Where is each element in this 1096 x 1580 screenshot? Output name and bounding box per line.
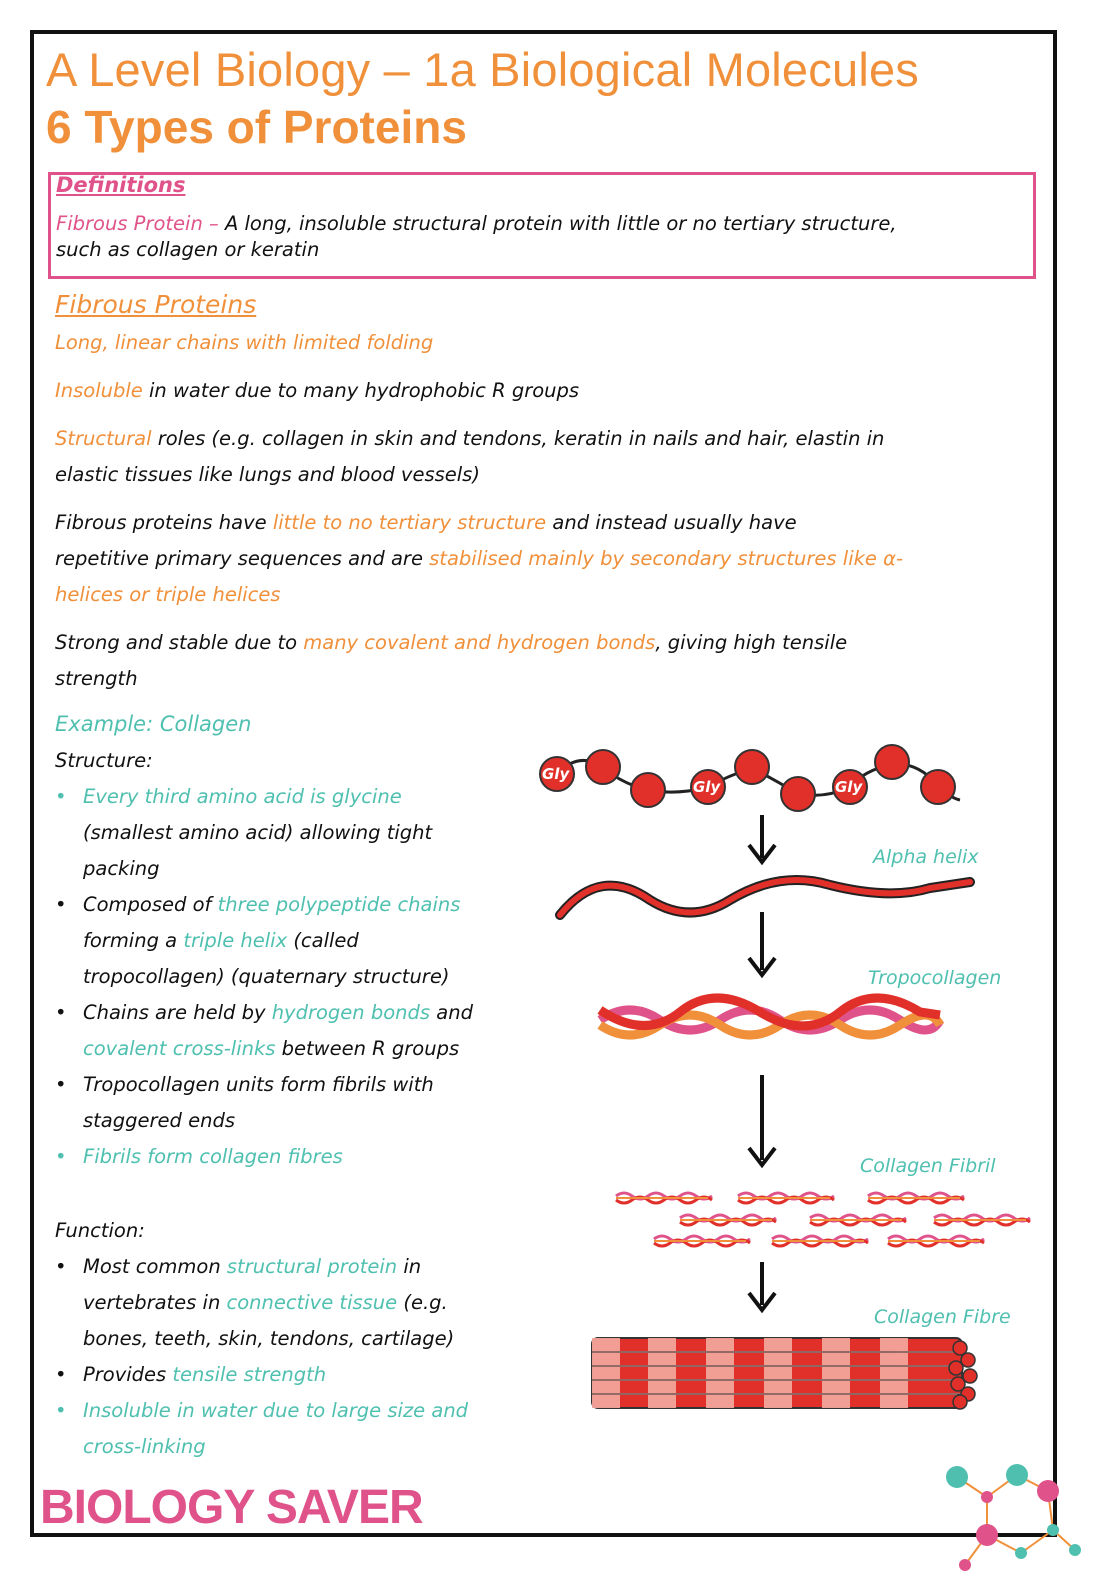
- text-structural: roles (e.g. collagen in skin and tendons, keratin in nails and hair, elastin in: [151, 427, 885, 450]
- page-subtitle: 6 Types of Proteins: [46, 101, 467, 153]
- fibril-unit: [934, 1215, 1030, 1225]
- list-item: [55, 1067, 525, 1103]
- text-provides: Provides: [83, 1363, 173, 1386]
- list-item-cont: [55, 959, 525, 995]
- text-eg: (e.g.: [397, 1291, 448, 1314]
- highlight-bonds: many covalent and hydrogen bonds: [303, 631, 656, 654]
- highlight-triple-helix: triple helix: [183, 929, 288, 952]
- list-item-cont: [55, 1321, 525, 1357]
- function-list: [55, 1249, 525, 1465]
- arrow-down-icon: [749, 1262, 775, 1310]
- text-strong-b: , giving high tensile: [655, 631, 848, 654]
- list-item: [55, 1139, 525, 1175]
- text-fibrils: Tropocollagen units form fibrils with: [83, 1073, 434, 1096]
- definitions-heading: Definitions: [56, 173, 186, 197]
- amino-acid-beads: [540, 745, 955, 811]
- fibrous-para-tertiary-2: [55, 541, 903, 577]
- highlight-structural-protein: structural protein: [226, 1255, 398, 1278]
- list-item-cont: [55, 923, 525, 959]
- gly-label: Gly: [835, 778, 863, 796]
- list-item: [55, 1357, 525, 1393]
- fibrous-line-1: Long, linear chains with limited folding: [55, 331, 434, 354]
- fibrous-para-strong: [55, 625, 847, 661]
- text-glycine-2: (smallest amino acid) allowing tight: [83, 821, 433, 844]
- list-item: [55, 779, 525, 815]
- text-called: (called: [287, 929, 359, 952]
- list-item-cont: [55, 815, 525, 851]
- list-item: [55, 1249, 525, 1285]
- definition-text-1: A long, insoluble structural protein with little or no tertiary structure,: [224, 212, 897, 235]
- list-item-cont: [55, 1031, 525, 1067]
- text-staggered: staggered ends: [83, 1109, 235, 1132]
- highlight-crosslinks: covalent cross-links: [83, 1037, 276, 1060]
- amino-acid-bead: [735, 750, 769, 784]
- highlight-connective: connective tissue: [226, 1291, 398, 1314]
- alpha-helix-shape: [560, 880, 970, 915]
- text-bones: bones, teeth, skin, tendons, cartilage): [83, 1327, 455, 1350]
- gly-label: Gly: [693, 778, 721, 796]
- text-tertiary-b: and instead usually have: [546, 511, 797, 534]
- fibrous-proteins-heading: Fibrous Proteins: [55, 290, 257, 319]
- highlight-chains: three polypeptide chains: [217, 893, 461, 916]
- function-label: Function:: [55, 1219, 145, 1242]
- list-item: [55, 995, 525, 1031]
- text-vertebrates: vertebrates in: [83, 1291, 227, 1314]
- fibril-unit: [738, 1193, 834, 1203]
- arrow-down-icon: [749, 912, 775, 975]
- highlight-fibres: Fibrils form collagen fibres: [83, 1145, 343, 1168]
- structure-list: [55, 779, 525, 1175]
- text-tertiary-c: repetitive primary sequences and are: [55, 547, 430, 570]
- definition-text-2: such as collagen or keratin: [56, 238, 320, 261]
- biology-saver-logo: BIOLOGY SAVER: [40, 1481, 423, 1534]
- highlight-hbonds: hydrogen bonds: [271, 1001, 431, 1024]
- highlight-insoluble-large: Insoluble in water due to large size and: [83, 1399, 469, 1422]
- fibrous-para-tertiary-3: helices or triple helices: [55, 583, 281, 606]
- text-tropocollagen: tropocollagen) (quaternary structure): [83, 965, 450, 988]
- fibril-unit: [616, 1193, 712, 1203]
- amino-acid-bead: [921, 770, 955, 804]
- fibrous-para-structural: [55, 421, 884, 457]
- fibril-unit: [868, 1193, 964, 1203]
- highlight-tertiary: little to no tertiary structure: [272, 511, 547, 534]
- definition-term: Fibrous Protein –: [56, 212, 219, 235]
- highlight-structural: Structural: [55, 427, 152, 450]
- text-insoluble: in water due to many hydrophobic R groups: [142, 379, 580, 402]
- molecule-decoration-icon: [935, 1455, 1085, 1575]
- highlight-crosslinking: cross-linking: [83, 1435, 206, 1458]
- highlight-secondary: stabilised mainly by secondary structures like α-: [429, 547, 903, 570]
- arrow-down-icon: [749, 1075, 775, 1165]
- text-glycine-3: packing: [83, 857, 160, 880]
- text-most-common: Most common: [83, 1255, 227, 1278]
- list-item-cont: [55, 1429, 525, 1465]
- highlight-glycine: Every third amino acid is glycine: [83, 785, 402, 808]
- fibrous-para-tertiary: [55, 505, 797, 541]
- text-tertiary-a: Fibrous proteins have: [55, 511, 273, 534]
- amino-acid-bead: [781, 777, 815, 811]
- fibril-unit: [772, 1236, 868, 1246]
- highlight-tensile: tensile strength: [172, 1363, 327, 1386]
- highlight-insoluble: Insoluble: [55, 379, 143, 402]
- text-strong-a: Strong and stable due to: [55, 631, 304, 654]
- list-item-cont: [55, 1285, 525, 1321]
- collagen-fibre-label: Collagen Fibre: [874, 1306, 1011, 1328]
- list-item-cont: [55, 1103, 525, 1139]
- list-item: [55, 1393, 525, 1429]
- text-between: between R groups: [275, 1037, 460, 1060]
- tropocollagen-label: Tropocollagen: [868, 967, 1002, 989]
- tropocollagen-shape: [600, 998, 940, 1035]
- example-heading: Example: Collagen: [55, 712, 252, 736]
- fibrous-para-strong-2: strength: [55, 667, 138, 690]
- collagen-fibril-shape: [616, 1193, 1030, 1246]
- fibrous-para-structural-2: elastic tissues like lungs and blood vessels): [55, 463, 480, 486]
- collagen-fibre-shape: [592, 1338, 977, 1409]
- amino-acid-bead: [586, 750, 620, 784]
- collagen-fibril-label: Collagen Fibril: [860, 1155, 996, 1177]
- list-item-cont: [55, 851, 525, 887]
- amino-acid-bead: [631, 773, 665, 807]
- list-item: [55, 887, 525, 923]
- page-title: A Level Biology – 1a Biological Molecules: [46, 43, 919, 96]
- fibril-unit: [810, 1215, 906, 1225]
- fibril-unit: [680, 1215, 776, 1225]
- structure-label: Structure:: [55, 749, 153, 772]
- gly-label: Gly: [542, 765, 570, 783]
- alpha-helix-label: Alpha helix: [873, 846, 979, 868]
- text-in: in: [397, 1255, 422, 1278]
- text-composed: Composed of: [83, 893, 218, 916]
- amino-acid-bead: [875, 745, 909, 779]
- fibrous-para-insoluble: [55, 373, 579, 409]
- fibril-unit: [654, 1236, 750, 1246]
- text-and: and: [430, 1001, 473, 1024]
- arrow-down-icon: [749, 815, 775, 862]
- text-held: Chains are held by: [83, 1001, 272, 1024]
- text-forming: forming a: [83, 929, 184, 952]
- fibril-unit: [888, 1236, 984, 1246]
